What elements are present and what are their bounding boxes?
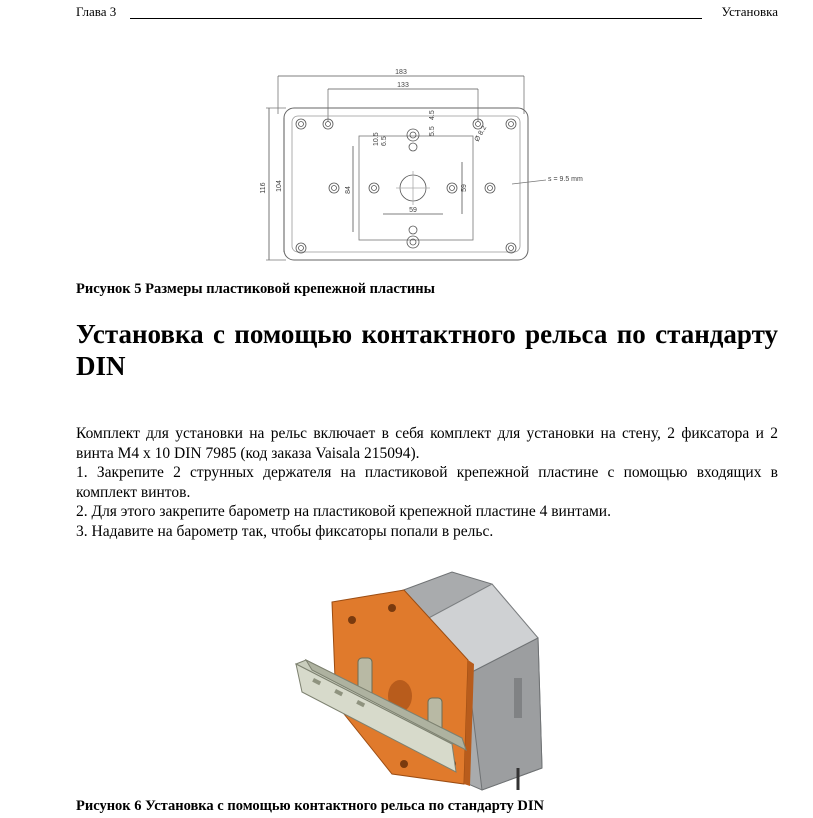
hole-right-inner (450, 186, 455, 191)
dim-84-label: 84 (345, 186, 352, 194)
plate-hole-4 (400, 760, 408, 768)
hole-bottom-small (409, 226, 417, 234)
hole-corner-tl (296, 119, 306, 129)
page-header (76, 4, 778, 20)
hole-top (407, 129, 419, 141)
dim-105-label: 10.5 (373, 132, 380, 146)
dim-116-label: 116 (260, 182, 267, 194)
plate-hole-1 (348, 616, 356, 624)
hole-top-small (409, 143, 417, 151)
thickness-label: s = 9.5 mm (548, 176, 583, 183)
dim-59h-label: 59 (409, 207, 417, 214)
hole-corner-tr-inner (509, 122, 514, 127)
paragraph-step-2: 2. Для этого закрепите барометр на пластиковой крепежной пластине 4 винтами. (76, 503, 611, 520)
hole-left-inner (372, 186, 377, 191)
dim-59v-label: 59 (461, 184, 468, 192)
dim-104-label: 104 (276, 180, 283, 192)
section-label: Установка (721, 4, 778, 19)
dim-183-label: 183 (395, 69, 407, 76)
enclosure-latch (514, 678, 522, 718)
hole-corner-bl-inner (299, 246, 304, 251)
hole-corner-bl (296, 243, 306, 253)
hole-corner-tr2-inner (476, 122, 481, 127)
hole-corner-tl-inner (299, 122, 304, 127)
plate-hole-2 (388, 604, 396, 612)
hole-corner-br (506, 243, 516, 253)
dim-55-label: 5.5 (429, 126, 436, 136)
hole-corner-tl2-inner (326, 122, 331, 127)
dim-45-label: 4.5 (429, 110, 436, 120)
figure5-caption: Рисунок 5 Размеры пластиковой крепежной пластины (76, 281, 435, 297)
hole-right (447, 183, 457, 193)
hole-left (369, 183, 379, 193)
body-text (76, 424, 778, 541)
header-rule (130, 18, 702, 19)
dim-82-label: Ø 8.2 (473, 124, 489, 143)
plate-outline (284, 108, 528, 260)
hole-corner-tr (506, 119, 516, 129)
dim-133-label: 133 (397, 82, 409, 89)
figure6-caption: Рисунок 6 Установка с помощью контактного рельса по стандарту DIN (76, 798, 544, 814)
dim-65-label: 6.5 (381, 136, 388, 146)
hole-corner-br-inner (509, 246, 514, 251)
chapter-label: Глава 3 (76, 4, 117, 19)
paragraph-step-1: 1. Закрепите 2 струнных держателя на пластиковой крепежной пластине с помощью входящих в комплект винтов. (76, 464, 778, 501)
hole-far-left-inner (332, 186, 337, 191)
hole-far-right (485, 183, 495, 193)
din-rail-illustration (292, 568, 554, 794)
mounting-plate-drawing (256, 62, 601, 272)
thickness-leader (512, 180, 546, 184)
screw-holes (296, 119, 516, 253)
hole-far-right-inner (488, 186, 493, 191)
paragraph-step-3: 3. Надавите на барометр так, чтобы фиксаторы попали в рельс. (76, 522, 494, 540)
hole-bottom (407, 236, 419, 248)
section-heading: Установка с помощью контактного рельса по стандарту DIN (76, 319, 778, 381)
hole-far-left (329, 183, 339, 193)
hole-top-inner (410, 132, 416, 138)
paragraph-intro: Комплект для установки на рельс включает в себя комплект для установки на стену, 2 фиксатора и 2 винта M4 x 10 DIN 7985 (код заказа Vaisala 215094). (76, 425, 778, 462)
